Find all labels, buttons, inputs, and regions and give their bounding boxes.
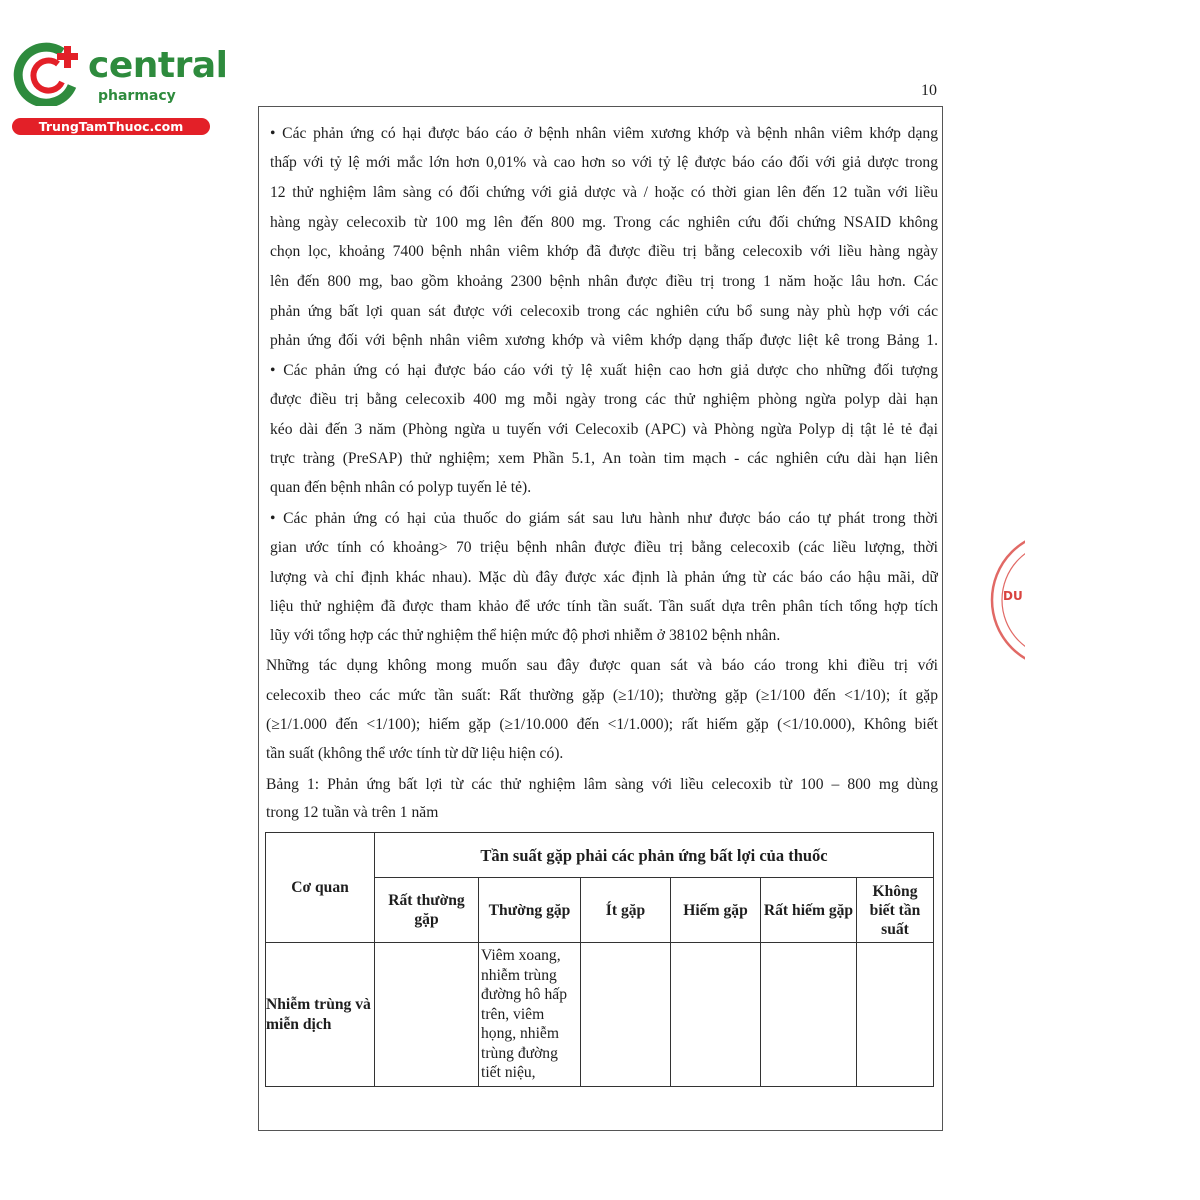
body-line: được điều trị bằng celecoxib 400 mg mỗi ngày trong các thử nghiệm phòng ngừa polyp dài hạn <box>270 391 938 408</box>
body-line: quan đến bệnh nhân có polyp tuyến lẻ tẻ). <box>270 479 532 496</box>
body-line: thấp với tỷ lệ mới mắc lớn hơn 0,01% và cao hơn so với tỷ lệ được báo cáo đối với giả dược trong <box>270 154 938 171</box>
organ-cell: Nhiễm trùng và miễn dịch <box>266 943 375 1087</box>
col-header: Hiếm gặp <box>671 878 761 943</box>
body-line: Bảng 1: Phản ứng bất lợi từ các thử nghiệm lâm sàng với liều celecoxib từ 100 – 800 mg dùng <box>266 776 938 793</box>
body-line: hàng ngày celecoxib từ 100 mg lên đến 800 mg. Trong các nghiên cứu đối chứng NSAID không <box>270 214 938 231</box>
logo-brand: central <box>88 45 228 86</box>
body-line: • Các phản ứng có hại của thuốc do giám sát sau lưu hành như được báo cáo tự phát trong thời <box>270 510 938 527</box>
body-line: celecoxib theo các mức tần suất: Rất thường gặp (≥1/10); thường gặp (≥1/100 đến <1/10); ít gặp <box>266 687 938 704</box>
col-header: Không biết tần suất <box>857 878 934 943</box>
body-line: trong 12 tuần và trên 1 năm <box>266 804 439 821</box>
body-line: lên đến 800 mg, bao gồm khoảng 2300 bệnh nhân được điều trị trong 1 năm hoặc lâu hơn. Các <box>270 273 938 290</box>
body-line: liệu thử nghiệm đã được tham khảo để ước tính tần suất. Tần suất dựa trên phân tích tổng hợp tích <box>270 598 938 615</box>
logo-sub: pharmacy <box>98 88 176 104</box>
body-line: lũy với tổng hợp các thử nghiệm thể hiện mức độ phơi nhiễm ở 38102 bệnh nhân. <box>270 627 781 644</box>
col-header: Rất thường gặp <box>375 878 479 943</box>
logo-mark-icon <box>10 38 90 106</box>
body-line: • Các phản ứng có hại được báo cáo ở bệnh nhân viêm xương khớp và bệnh nhân viêm khớp dạng <box>270 125 938 142</box>
table-row <box>266 943 934 1087</box>
body-line: 12 thử nghiệm lâm sàng có đối chứng với giả dược và / hoặc có thời gian lên đến 12 tuần với liều <box>270 184 938 201</box>
body-line: • Các phản ứng có hại được báo cáo với tỷ lệ xuất hiện cao hơn giả dược cho những đối tượng <box>270 362 938 379</box>
stamp-text: DU <box>1003 589 1023 603</box>
group-header: Tần suất gặp phải các phản ứng bất lợi của thuốc <box>375 833 934 878</box>
body-line: gian ước tính có khoảng> 70 triệu bệnh nhân được điều trị bằng celecoxib (các liều lượng, thời <box>270 539 938 556</box>
adverse-reactions-table <box>265 832 934 1087</box>
table-cell <box>581 943 671 1087</box>
body-line: chọn lọc, khoảng 7400 bệnh nhân viêm khớp đã được điều trị bằng celecoxib với liều hàng ngày <box>270 243 938 260</box>
body-line: phản ứng bất lợi quan sát được với celecoxib trong các nghiên cứu bổ sung này phù hợp với các <box>270 303 938 320</box>
table-cell: Viêm xoang, nhiễm trùng đường hô hấp trên, viêm họng, nhiễm trùng đường tiết niệu, <box>479 943 581 1087</box>
col-header: Rất hiếm gặp <box>761 878 857 943</box>
col-header: Ít gặp <box>581 878 671 943</box>
organ-header: Cơ quan <box>266 833 375 943</box>
body-line: kéo dài đến 3 năm (Phòng ngừa u tuyến với Celecoxib (APC) và Phòng ngừa Polyp dị tật lẻ tẻ đại <box>270 421 938 438</box>
col-header: Thường gặp <box>479 878 581 943</box>
body-line: phản ứng đối với bệnh nhân viêm xương khớp và viêm khớp dạng thấp được liệt kê trong Bảng 1. <box>270 332 938 349</box>
body-line: (≥1/1.000 đến <1/100); hiếm gặp (≥1/10.000 đến <1/1.000); rất hiếm gặp (<1/10.000), Không biết <box>266 716 938 733</box>
body-line: lượng và chỉ định khác nhau). Mặc dù đây được xác định là phản ứng từ các báo cáo hậu mãi, dữ <box>270 569 938 586</box>
table-cell <box>671 943 761 1087</box>
table-cell <box>857 943 934 1087</box>
logo <box>10 38 228 138</box>
body-line: Những tác dụng không mong muốn sau đây được quan sát và báo cáo trong khi điều trị với <box>266 657 938 674</box>
logo-site-banner <box>12 118 210 135</box>
page-number: 10 <box>921 82 937 99</box>
stamp <box>985 525 1025 675</box>
body-line: tần suất (không thể ước tính từ dữ liệu hiện có). <box>266 745 564 762</box>
body-line: trực tràng (PreSAP) thử nghiệm; xem Phần 5.1, An toàn tim mạch - các nghiên cứu dài hạn liên <box>270 450 938 467</box>
logo-site: TrungTamThuoc.com <box>38 119 184 134</box>
table-cell <box>375 943 479 1087</box>
table-cell <box>761 943 857 1087</box>
